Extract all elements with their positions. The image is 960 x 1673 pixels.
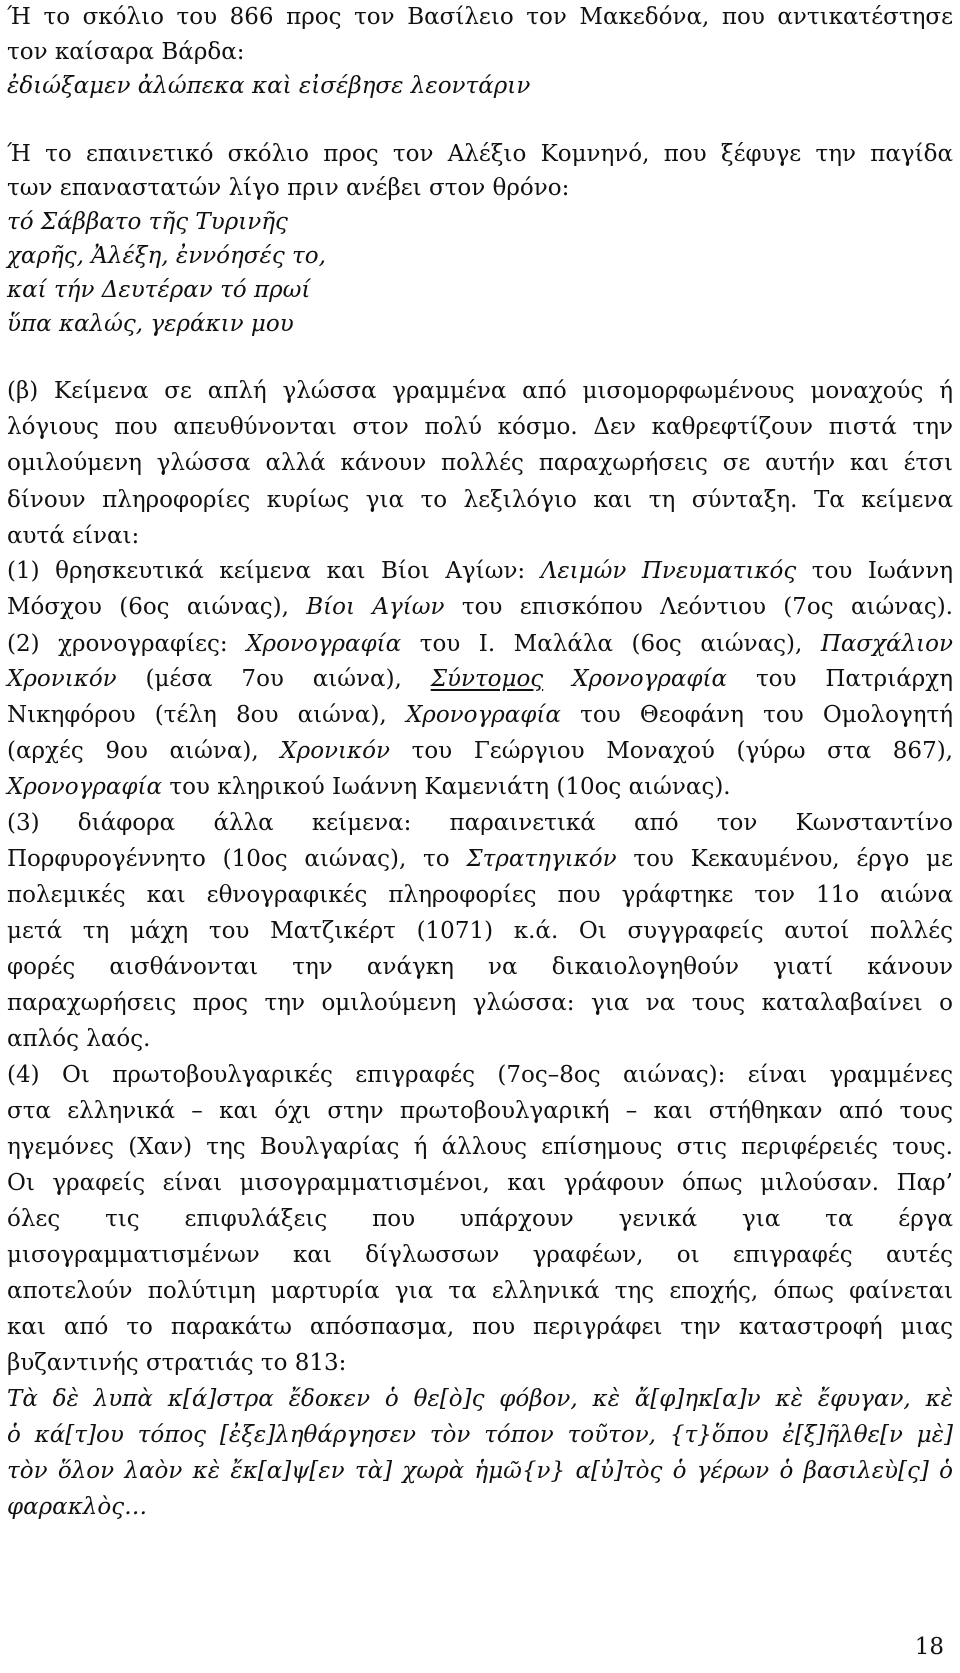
text-span: αυτά είναι: xyxy=(7,523,140,549)
text-line xyxy=(7,137,953,171)
text-span: Ή το σκόλιο του 866 προς τον Βασίλειο τον Μακεδόνα, που αντικατέστησε xyxy=(7,4,953,30)
text-line xyxy=(7,374,953,408)
text-span: λόγιους που απευθύνονται στον πολύ κόσμο. Δεν καθρεφτίζουν πιστά την xyxy=(7,414,953,440)
text-line xyxy=(7,446,953,480)
italic-span: Χρονικόν xyxy=(280,738,390,764)
text-line xyxy=(7,69,953,103)
text-line xyxy=(7,1166,953,1200)
text-span: και από το παρακάτω απόσπασμα, που περιγράφει την καταστροφή μιας xyxy=(7,1314,953,1340)
italic-span: Σύντομος xyxy=(430,666,544,692)
italic-span: Χρονογραφία xyxy=(572,666,728,692)
italic-span: Στρατηγικόν xyxy=(466,846,617,872)
text-line xyxy=(7,1130,953,1164)
text-line xyxy=(7,734,953,768)
text-span: (αρχές 9ου αιώνα), xyxy=(7,738,281,764)
text-line xyxy=(7,878,953,912)
text-line xyxy=(7,1454,953,1488)
italic-span: Χρονογραφία xyxy=(246,631,402,657)
text-span: παραχωρήσεις προς την ομιλούμενη γλώσσα: για να τους καταλαβαίνει ο xyxy=(7,990,953,1016)
text-span: του Ιωάννη xyxy=(796,558,953,584)
text-span: βυζαντινής στρατιάς το 813: xyxy=(7,1350,347,1376)
italic-span: ἐδιώξαμεν ἀλώπεκα καὶ εἰσέβησε λεοντάριν xyxy=(7,73,531,99)
text-line xyxy=(7,590,953,624)
text-span: ομιλούμενη γλώσσα αλλά κάνουν πολλές παραχωρήσεις σε αυτήν και έτσι xyxy=(7,450,953,476)
text-line xyxy=(7,1238,953,1272)
text-line xyxy=(7,1022,953,1056)
text-span: αποτελούν πολύτιμη μαρτυρία για τα ελληνικά της εποχής, όπως φαίνεται xyxy=(7,1278,953,1304)
text-line xyxy=(7,171,953,205)
text-span: Ή το επαινετικό σκόλιο προς τον Αλέξιο Κομνηνό, που ξέφυγε την παγίδα xyxy=(7,141,953,167)
text-line xyxy=(7,1490,953,1524)
text-span: Μόσχου (6ος αιώνας), xyxy=(7,594,307,620)
italic-span: χαρῆς, Ἀλέξη, ἐννόησές το, xyxy=(7,243,326,269)
text-span: ηγεμόνες (Χαν) της Βουλγαρίας ή άλλους επίσημους στις περιφέρειές τους. xyxy=(7,1134,953,1160)
text-span: απλός λαός. xyxy=(7,1026,151,1052)
text-line xyxy=(7,1202,953,1236)
text-span: του Ι. Μαλάλα (6ος αιώνας), xyxy=(401,631,821,657)
text-span xyxy=(543,666,572,692)
text-line xyxy=(7,1310,953,1344)
text-span: όλες τις επιφυλάξεις που υπάρχουν γενικά για τα έργα xyxy=(7,1206,953,1232)
italic-span: καί τήν Δευτέραν τό πρωί xyxy=(7,277,311,303)
text-line xyxy=(7,842,953,876)
text-line xyxy=(7,554,953,588)
text-line xyxy=(7,239,953,273)
text-span: του Γεώργιου Μοναχού (γύρω στα 867), xyxy=(389,738,953,764)
text-span: Οι γραφείς είναι μισογραμματισμένοι, και γράφουν όπως μιλούσαν. Παρ’ xyxy=(7,1170,953,1196)
text-line xyxy=(7,273,953,307)
italic-span: τὸν ὅλον λαὸν κὲ ἔκ[α]ψ[εν τὰ] χωρὰ ἡμῶ{ν} α[ὐ]τὸς ὁ γέρων ὁ βασιλεὺ[ς] ὁ xyxy=(7,1458,953,1484)
text-span: στα ελληνικά – και όχι στην πρωτοβουλγαρική – και στήθηκαν από τους xyxy=(7,1098,953,1124)
italic-span: Βίοι Αγίων xyxy=(306,594,445,620)
italic-span: Πασχάλιον xyxy=(820,631,953,657)
text-span: πολεμικές και εθνογραφικές πληροφορίες που γράφτηκε τον 11ο αιώνα xyxy=(7,882,953,908)
text-span: του Θεοφάνη του Ομολογητή xyxy=(560,702,953,728)
text-line xyxy=(7,1058,953,1092)
text-line xyxy=(7,698,953,732)
text-span: του κληρικού Ιωάννη Καμενιάτη (10ος αιώνας). xyxy=(162,774,731,800)
italic-span: φαρακλὸς… xyxy=(7,1494,148,1520)
text-line xyxy=(7,0,953,34)
text-line xyxy=(7,806,953,840)
text-line xyxy=(7,662,953,696)
text-line xyxy=(7,950,953,984)
text-line xyxy=(7,519,953,553)
text-line xyxy=(7,914,953,948)
text-span: (3) διάφορα άλλα κείμενα: παραινετικά από τον Κωνσταντίνο xyxy=(7,810,953,836)
text-span: των επαναστατών λίγο πριν ανέβει στον θρόνο: xyxy=(7,175,570,201)
text-span: φορές αισθάνονται την ανάγκη να δικαιολογηθούν γιατί κάνουν xyxy=(7,954,953,980)
text-span: (4) Οι πρωτοβουλγαρικές επιγραφές (7ος–8ος αιώνας): είναι γραμμένες xyxy=(7,1062,953,1088)
text-span: (β) Κείμενα σε απλή γλώσσα γραμμένα από μισομορφωμένους μοναχούς ή xyxy=(7,378,953,404)
text-span: (μέσα 7ου αιώνα), xyxy=(116,666,431,692)
text-line xyxy=(7,410,953,444)
italic-span: τό Σάββατο τῆς Τυρινῆς xyxy=(7,209,288,235)
italic-span: Λειμών Πνευματικός xyxy=(540,558,797,584)
text-span: μετά τη μάχη του Ματζικέρτ (1071) κ.ά. Οι συγγραφείς αυτοί πολλές xyxy=(7,918,953,944)
page-number: 18 xyxy=(914,1634,944,1660)
text-line xyxy=(7,1274,953,1308)
text-span: τον καίσαρα Βάρδα: xyxy=(7,39,245,65)
text-line xyxy=(7,205,953,239)
text-span: Πορφυρογέννητο (10ος αιώνας), το xyxy=(7,846,467,872)
text-span: (1) θρησκευτικά κείμενα και Βίοι Αγίων: xyxy=(7,558,541,584)
italic-span: Χρονογραφία xyxy=(7,774,163,800)
text-line xyxy=(7,35,953,69)
italic-span: ὕπα καλώς, γεράκιν μου xyxy=(7,311,294,337)
text-line xyxy=(7,307,953,341)
italic-span: ὁ κά[τ]ου τόπος [ἐξε]ληθάργησεν τὸν τόπον τοῦτον, {τ}ὅπου ἐ[ξ]ῆλθε[ν μὲ] xyxy=(7,1422,953,1448)
text-span: Νικηφόρου (τέλη 8ου αιώνα), xyxy=(7,702,406,728)
text-line xyxy=(7,1346,953,1380)
italic-span: Χρονικόν xyxy=(7,666,117,692)
text-span: του επισκόπου Λεόντιου (7ος αιώνας). xyxy=(444,594,953,620)
text-span: δίνουν πληροφορίες κυρίως για το λεξιλόγιο και τη σύνταξη. Τα κείμενα xyxy=(7,487,953,513)
italic-span: Τὰ δὲ λυπὰ κ[ά]στρα ἔδοκεν ὁ θε[ὸ]ς φόβον, κὲ ἄ[φ]ηκ[α]ν κὲ ἔφυγαν, κὲ xyxy=(7,1386,953,1412)
text-line xyxy=(7,1094,953,1128)
text-line xyxy=(7,770,953,804)
text-span: (2) χρονογραφίες: xyxy=(7,631,247,657)
text-span: του Πατριάρχη xyxy=(727,666,953,692)
italic-span: Χρονογραφία xyxy=(405,702,561,728)
text-line xyxy=(7,1418,953,1452)
text-span: μισογραμματισμένων και δίγλωσσων γραφέων, οι επιγραφές αυτές xyxy=(7,1242,953,1268)
text-line xyxy=(7,986,953,1020)
text-span: του Κεκαυμένου, έργο με xyxy=(616,846,953,872)
text-line xyxy=(7,1382,953,1416)
text-line xyxy=(7,627,953,661)
text-line xyxy=(7,483,953,517)
